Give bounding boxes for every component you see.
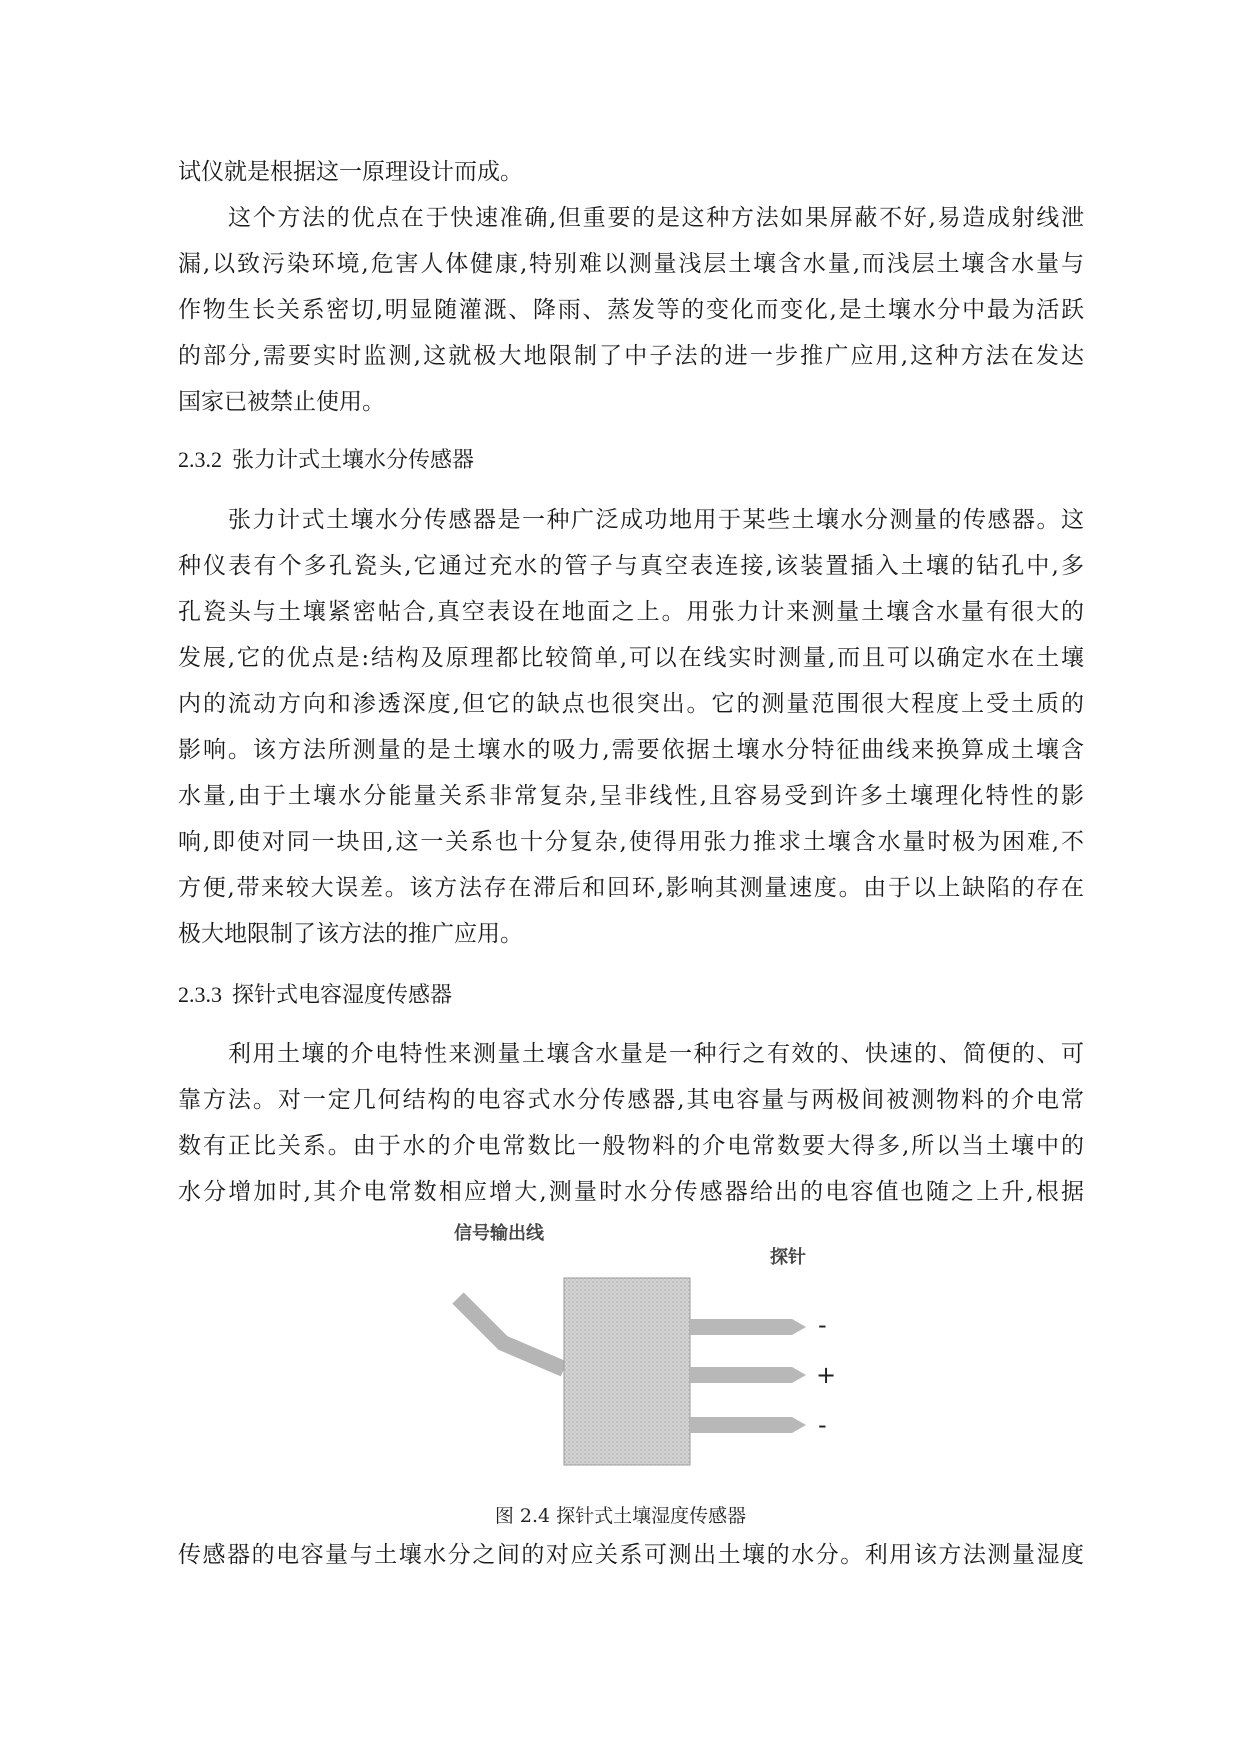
probe-sign-bottom: - [818,1411,827,1439]
probe-sensor-figure [440,1225,880,1490]
section-title: 探针式电容湿度传感器 [232,983,453,1008]
paragraph-line: 数有正比关系。由于水的介电常数比一般物料的介电常数要大得多,所以当土壤中的 [178,1133,1084,1159]
probe-sensor-diagram [440,1225,880,1490]
probe-sign-top: - [818,1311,827,1339]
paragraph-line: 发展,它的优点是:结构及原理都比较简单,可以在线实时测量,而且可以确定水在土壤 [178,645,1084,671]
paragraph-line: 孔瓷头与土壤紧密帖合,真空表设在地面之上。用张力计来测量土壤含水量有很大的 [178,599,1084,625]
section-number: 2.3.2 [178,447,222,472]
figure-caption: 图 2.4 探针式土壤湿度传感器 [494,1505,747,1527]
probe-bottom [690,1417,806,1433]
paragraph-line: 国家已被禁止使用。 [178,389,385,415]
paragraph-line: 的部分,需要实时监测,这就极大地限制了中子法的进一步推广应用,这种方法在发达 [178,343,1084,369]
section-heading-2-3-3 [178,980,452,1011]
paragraph-line: 水分增加时,其介电常数相应增大,测量时水分传感器给出的电容值也随之上升,根据 [178,1179,1084,1205]
probe-top [690,1319,806,1335]
paragraph-line: 这个方法的优点在于快速准确,但重要的是这种方法如果屏蔽不好,易造成射线泄 [228,205,1084,231]
sensor-body [564,1278,690,1465]
probe-middle [690,1367,806,1383]
paragraph-line: 种仪表有个多孔瓷头,它通过充水的管子与真空表连接,该装置插入土壤的钻孔中,多 [178,553,1084,579]
section-number: 2.3.3 [178,982,222,1007]
paragraph-line: 影响。该方法所测量的是土壤水的吸力,需要依据土壤水分特征曲线来换算成土壤含 [178,737,1084,763]
label-signal-wire: 信号输出线 [454,1223,544,1244]
paragraph-line: 方便,带来较大误差。该方法存在滞后和回环,影响其测量速度。由于以上缺陷的存在 [178,875,1084,901]
paragraph-line: 水量,由于土壤水分能量关系非常复杂,呈非线性,且容易受到许多土壤理化特性的影 [178,783,1084,809]
signal-wire [458,1298,564,1369]
section-title: 张力计式土壤水分传感器 [232,448,475,473]
paragraph-line: 利用土壤的介电特性来测量土壤含水量是一种行之有效的、快速的、简便的、可 [228,1041,1084,1067]
paragraph-line: 靠方法。对一定几何结构的电容式水分传感器,其电容量与两极间被测物料的介电常 [178,1087,1084,1113]
label-probe: 探针 [770,1247,806,1268]
paragraph-line: 漏,以致污染环境,危害人体健康,特别难以测量浅层土壤含水量,而浅层土壤含水量与 [178,251,1084,277]
paragraph-line: 作物生长关系密切,明显随灌溉、降雨、蒸发等的变化而变化,是土壤水分中最为活跃 [178,297,1084,323]
paragraph-line: 极大地限制了该方法的推广应用。 [178,921,523,947]
paragraph-line: 试仪就是根据这一原理设计而成。 [178,159,523,185]
paragraph-line: 内的流动方向和渗透深度,但它的缺点也很突出。它的测量范围很大程度上受土质的 [178,691,1084,717]
paragraph-line: 响,即使对同一块田,这一关系也十分复杂,使得用张力推求土壤含水量时极为困难,不 [178,829,1084,855]
probe-sign-middle: + [816,1361,837,1389]
section-heading-2-3-2 [178,445,474,476]
paragraph-line: 传感器的电容量与土壤水分之间的对应关系可测出土壤的水分。利用该方法测量湿度 [178,1542,1084,1568]
paragraph-line: 张力计式土壤水分传感器是一种广泛成功地用于某些土壤水分测量的传感器。这 [228,507,1084,533]
